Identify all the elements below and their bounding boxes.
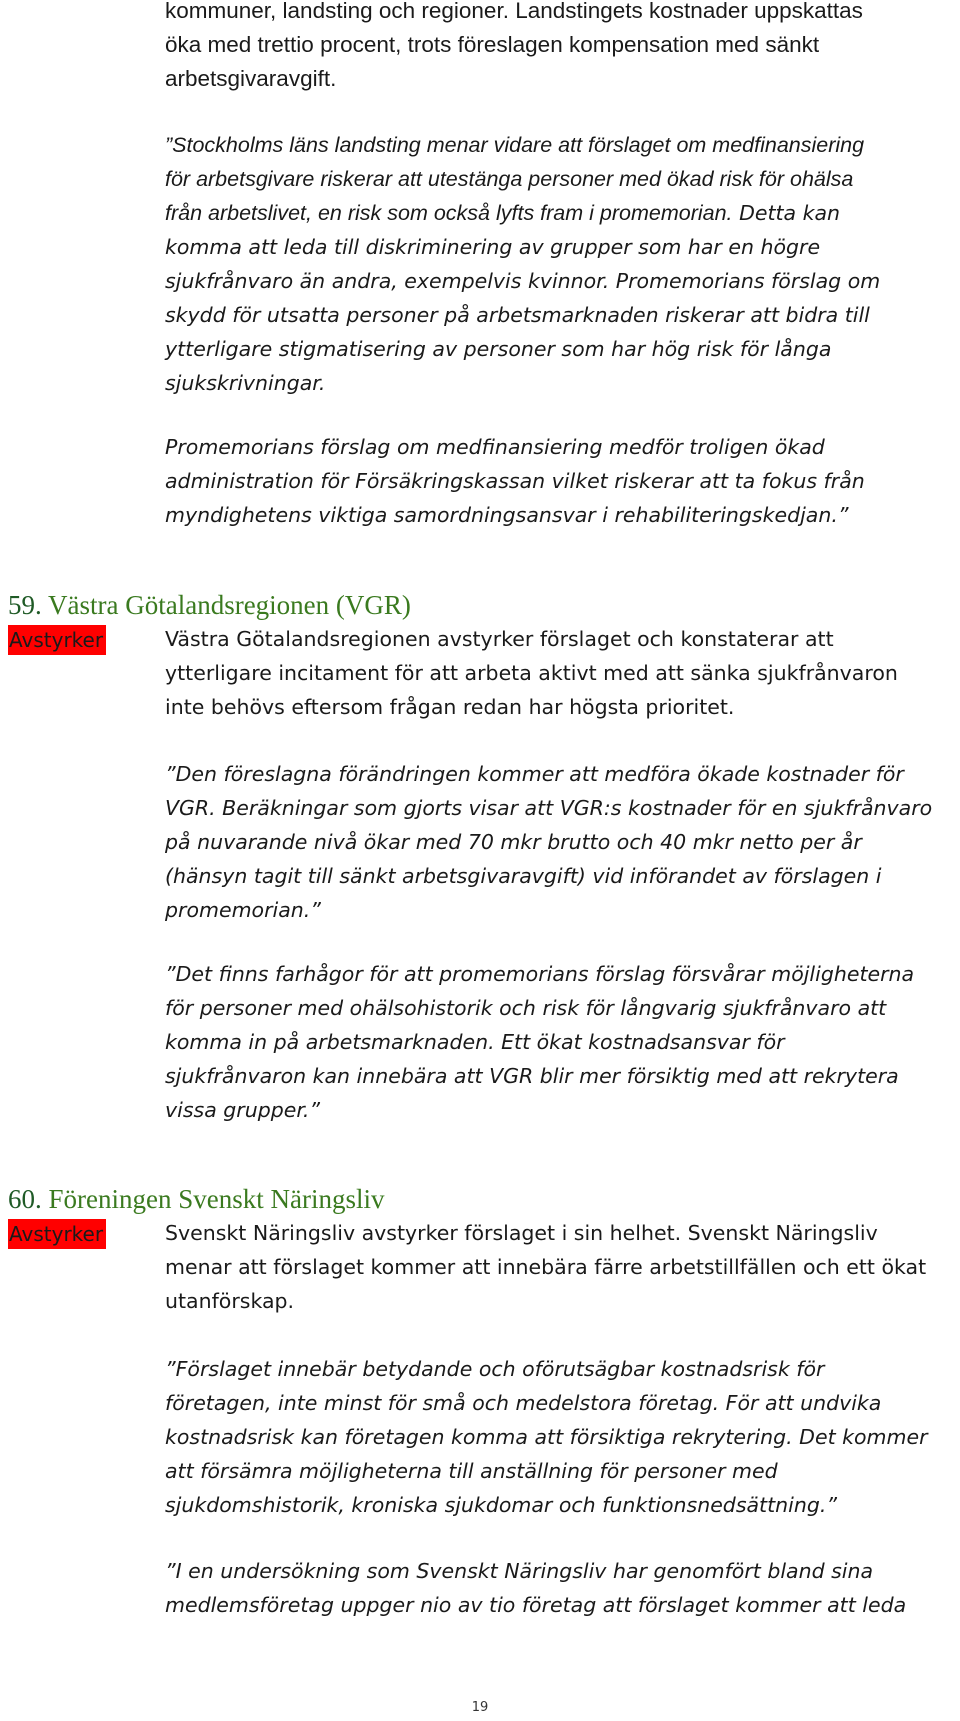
section-title: Västra Götalandsregionen (VGR): [48, 590, 411, 620]
section-heading-60: [8, 1182, 384, 1216]
text-line: VGR. Beräkningar som gjorts visar att VGR:s kostnader för en sjukfrånvaro: [165, 796, 933, 820]
text-line: för arbetsgivare riskerar att utestänga personer med ökad risk för ohälsa: [165, 167, 854, 191]
text-line: från arbetslivet, en risk som också lyfts fram i promemorian.: [165, 201, 733, 225]
text-line: Västra Götalandsregionen avstyrker förslaget och konstaterar att: [165, 627, 834, 651]
text-line: Promemorians förslag om medfinansiering medför troligen ökad: [165, 435, 825, 459]
text-line: (hänsyn tagit till sänkt arbetsgivaravgift) vid införandet av förslagen i: [165, 864, 882, 888]
text-line: ”I en undersökning som Svenskt Näringsliv har genomfört bland sina: [165, 1559, 874, 1583]
text-line: Svenskt Näringsliv avstyrker förslaget i sin helhet. Svenskt Näringsliv: [165, 1221, 878, 1245]
section-60-summary: [165, 1216, 960, 1318]
text-line: ”Stockholms läns landsting menar vidare att förslaget om medfinansiering: [165, 133, 865, 157]
section-heading-59: [8, 588, 411, 622]
section-59-summary: [165, 622, 960, 724]
stockholm-quote: [165, 128, 960, 400]
text-line: administration för Försäkringskassan vilket riskerar att ta fokus från: [165, 469, 865, 493]
section-59-quote-a: [165, 757, 960, 927]
section-number: 60.: [8, 1184, 42, 1214]
text-line: sjukskrivningar.: [165, 371, 326, 395]
section-number: 59.: [8, 590, 42, 620]
text-line: ytterligare incitament för att arbeta aktivt med att sänka sjukfrånvaron: [165, 661, 898, 685]
text-line: sjukfrånvaro än andra, exempelvis kvinnor. Promemorians förslag om: [165, 269, 881, 293]
page-number: 19: [471, 1700, 489, 1715]
text-line: ”Förslaget innebär betydande och oförutsägbar kostnadsrisk för: [165, 1357, 825, 1381]
stance-badge: Avstyrker: [8, 625, 106, 655]
text-line: ytterligare stigmatisering av personer som har hög risk för långa: [165, 337, 832, 361]
section-title: Föreningen Svenskt Näringsliv: [48, 1184, 385, 1214]
section-60-quote-b: [165, 1554, 960, 1622]
text-line: kommuner, landsting och regioner. Landstingets kostnader uppskattas: [165, 0, 863, 23]
text-line: myndighetens viktiga samordningsansvar i rehabiliteringskedjan.”: [165, 503, 849, 527]
text-line: menar att förslaget kommer att innebära färre arbetstillfällen och ett ökat: [165, 1255, 927, 1279]
text-line: på nuvarande nivå ökar med 70 mkr brutto och 40 mkr netto per år: [165, 830, 862, 854]
stockholm-quote-continued: [165, 430, 960, 532]
text-line: utanförskap.: [165, 1289, 295, 1313]
text-line: arbetsgivaravgift.: [165, 66, 337, 91]
intro-paragraph: [165, 0, 960, 96]
text-line: företagen, inte minst för små och medelstora företag. För att undvika: [165, 1391, 882, 1415]
text-line: ”Den föreslagna förändringen kommer att medföra ökade kostnader för: [165, 762, 904, 786]
section-59-quote-b: [165, 957, 960, 1127]
text-line: inte behövs eftersom frågan redan har högsta prioritet.: [165, 695, 735, 719]
text-line: komma att leda till diskriminering av grupper som har en högre: [165, 235, 821, 259]
text-line: komma in på arbetsmarknaden. Ett ökat kostnadsansvar för: [165, 1030, 785, 1054]
text-line: skydd för utsatta personer på arbetsmarknaden riskerar att bidra till: [165, 303, 870, 327]
text-line: promemorian.”: [165, 898, 321, 922]
text-line: att försämra möjligheterna till anställning för personer med: [165, 1459, 778, 1483]
text-line: öka med trettio procent, trots föreslagen kompensation med sänkt: [165, 32, 820, 57]
stance-badge: Avstyrker: [8, 1219, 106, 1249]
section-60-quote-a: [165, 1352, 960, 1522]
text-line-tail: Detta kan: [732, 201, 841, 225]
text-line: kostnadsrisk kan företagen komma att försiktiga rekrytering. Det kommer: [165, 1425, 928, 1449]
text-line: medlemsföretag uppger nio av tio företag att förslaget kommer att leda: [165, 1593, 907, 1617]
text-line: ”Det finns farhågor för att promemorians förslag försvårar möjligheterna: [165, 962, 915, 986]
text-line: för personer med ohälsohistorik och risk för långvarig sjukfrånvaro att: [165, 996, 887, 1020]
text-line: sjukfrånvaron kan innebära att VGR blir mer försiktig med att rekrytera: [165, 1064, 899, 1088]
text-line: vissa grupper.”: [165, 1098, 321, 1122]
text-line: sjukdomshistorik, kroniska sjukdomar och funktionsnedsättning.”: [165, 1493, 837, 1517]
